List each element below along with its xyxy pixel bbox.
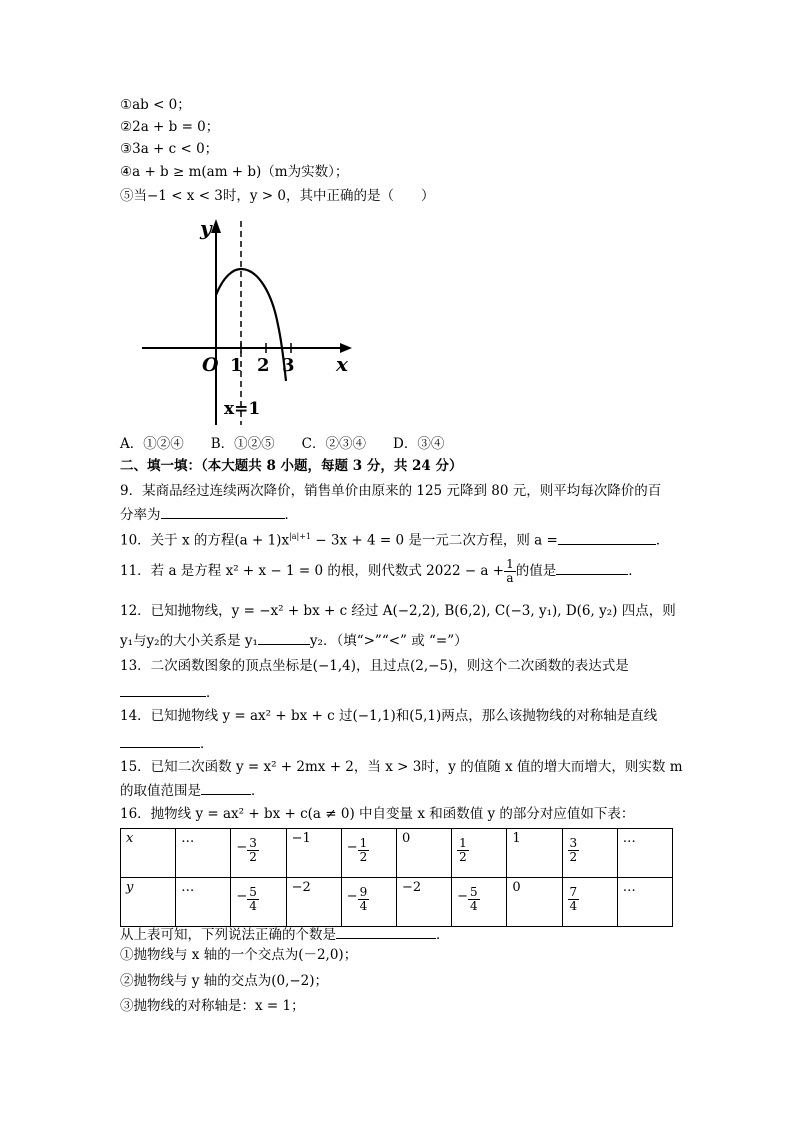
table-row-y (121, 878, 673, 927)
value-table (120, 828, 673, 927)
answer-options: A．①②④ B．①②⑤ C．②③④ D．③④ (120, 436, 445, 452)
parabola-graph (140, 213, 360, 428)
q11-fraction: $\frac{1}{a}$ (506, 557, 514, 585)
x-axis-label: x (336, 352, 348, 376)
table-cell: − $\frac{9}{4}$ (341, 878, 396, 927)
q13-line1: 13．二次函数图象的顶点坐标是(−1,4)，且过点(2,−5)，则这个二次函数的表达式是 (120, 658, 629, 674)
table-cell: −1 (286, 829, 341, 878)
table-cell: 0 (396, 829, 451, 878)
q14-answer-blank[interactable] (120, 733, 200, 748)
q16-statement-1: ①抛物线与 x 轴的一个交点为(－2,0)； (120, 947, 358, 963)
table-cell: … (617, 878, 672, 927)
table-cell: $\frac{3}{2}$ (562, 829, 617, 878)
statement-5: ⑤当−1 < x < 3时，y > 0，其中正确的是（ ） (120, 188, 435, 204)
statement-1: ①ab < 0； (120, 97, 191, 113)
table-cell: − $\frac{3}{2}$ (231, 829, 286, 878)
section-title: 二、填一填：（本大题共 8 小题，每题 3 分，共 24 分） (120, 458, 463, 474)
table-cell: 0 (507, 878, 562, 927)
q16-statement-2: ②抛物线与 y 轴的交点为(0,−2)； (120, 973, 329, 989)
q16-answer-blank[interactable] (336, 924, 436, 939)
q12-answer-blank[interactable] (258, 630, 310, 645)
q14-line1: 14．已知抛物线 y = ax² + bx + c 过(−1,1)和(5,1)两点，那么该抛物线的对称轴是直线 (120, 708, 658, 724)
table-cell: − $\frac{5}{4}$ (231, 878, 286, 927)
q10-answer-blank[interactable] (558, 530, 656, 545)
table-cell: … (617, 829, 672, 878)
q9-line1: 9．某商品经过连续两次降价，销售单价由原来的 125 元降到 80 元，则平均每次降价的百 (120, 483, 662, 499)
q15-line2: 的取值范围是 ． (120, 780, 265, 800)
table-cell: −2 (286, 878, 341, 927)
q14-line2: ． (120, 733, 214, 753)
q16-statement-3: ③抛物线的对称轴是：x = 1； (120, 998, 305, 1014)
statement-4: ④a + b ≥ m(am + b)（m为实数）； (120, 164, 349, 180)
q13-line2: ． (120, 682, 220, 702)
q12-line2: y₁与y₂的大小关系是 y₁ y₂．（填“>”“<” 或 “=”） (120, 630, 468, 650)
q16-question: 从上表可知，下列说法正确的个数是 ． (120, 924, 450, 944)
table-cell: … (176, 829, 231, 878)
statement-2: ②2a + b = 0； (120, 119, 220, 135)
q15-answer-blank[interactable] (201, 780, 251, 795)
y-axis-arrow (211, 219, 221, 233)
table-cell: $\frac{7}{4}$ (562, 878, 617, 927)
statement-3: ③3a + c < 0； (120, 141, 219, 157)
q11-answer-blank[interactable] (556, 560, 628, 575)
q10-line: 10．关于 x 的方程$(a + 1)x^{|a|+1} - 3x + 4 = 0$ 是一元二次方程，则 a = ． (120, 528, 669, 550)
q9-line2: 分率为 ． (120, 504, 298, 524)
table-cell: − $\frac{5}{4}$ (452, 878, 507, 927)
q9-answer-blank[interactable] (161, 504, 285, 519)
table-cell: 1 (507, 829, 562, 878)
y-axis-label: y (200, 216, 212, 240)
table-cell: −2 (396, 878, 451, 927)
table-cell: − $\frac{1}{2}$ (341, 829, 396, 878)
parabola-curve (216, 269, 286, 381)
tick-label-3: 3 (282, 355, 295, 376)
tick-label-1: 1 (230, 355, 243, 376)
table-cell: y (121, 878, 176, 927)
table-row-x (121, 829, 673, 878)
q16-intro: 16．抛物线 y = ax² + bx + c(a ≠ 0) 中自变量 x 和函数值 y 的部分对应值如下表： (120, 806, 635, 822)
q11-line: 11．若 a 是方程 x² + x − 1 = 0 的根，则代数式 2022 − a + $\frac{1}{a}$ 的值是 ． (120, 557, 642, 585)
origin-label: O (202, 354, 219, 376)
table-cell: … (176, 878, 231, 927)
q13-answer-blank[interactable] (120, 682, 206, 697)
q15-line1: 15．已知二次函数 y = x² + 2mx + 2，当 x > 3时，y 的值随 x 值的增大而增大，则实数 m (120, 759, 683, 775)
table-cell: $\frac{1}{2}$ (452, 829, 507, 878)
table-cell: x (121, 829, 176, 878)
q12-line1: 12．已知抛物线，y = −x² + bx + c 经过 A(−2,2), B(6,2), C(−3, y₁), D(6, y₂) 四点，则 (120, 603, 676, 619)
tick-label-2: 2 (257, 355, 270, 376)
axis-note: x=1 (224, 399, 261, 419)
